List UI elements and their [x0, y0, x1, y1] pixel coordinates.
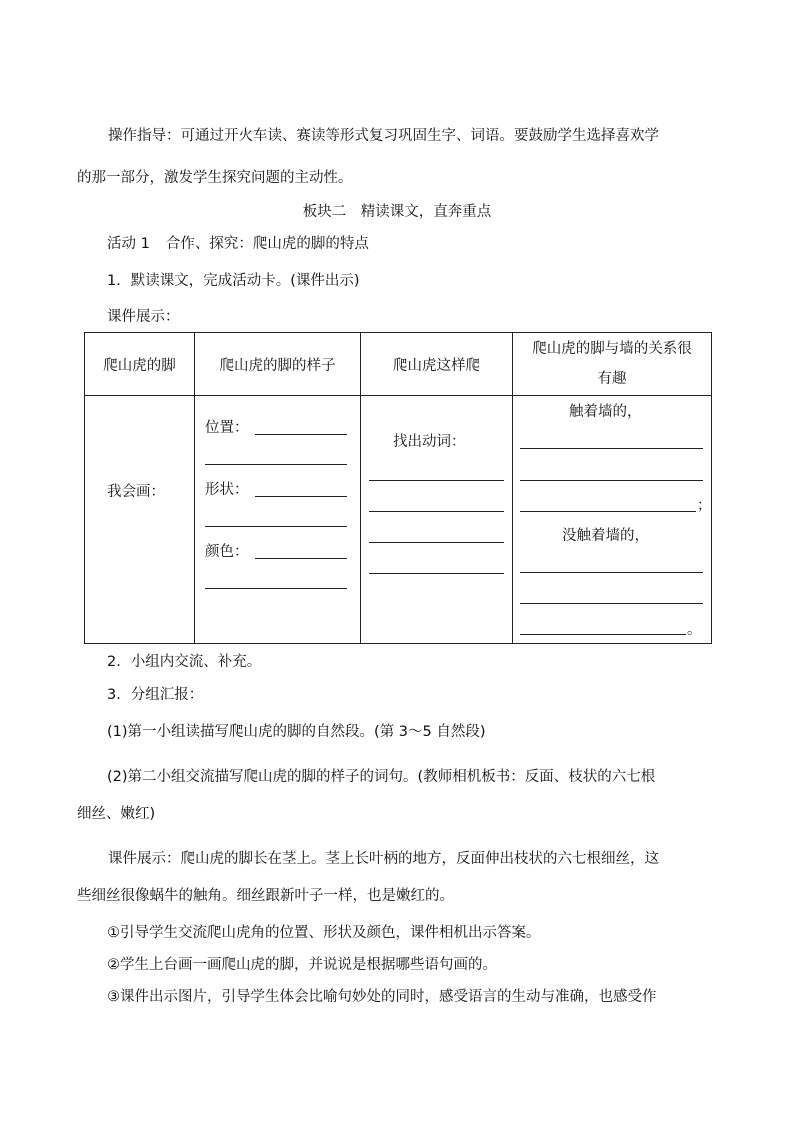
intro-line-1: 操作指导：可通过开火车读、赛读等形式复习巩固生字、词语。要鼓励学生选择喜欢学	[108, 128, 659, 144]
relation-cell	[513, 396, 712, 644]
table-row	[85, 396, 712, 644]
period: 。	[687, 622, 702, 638]
shape-label: 形状：	[205, 482, 249, 498]
intro-line-2: 的那一部分，激发学生探究问题的主动性。	[77, 170, 353, 186]
report-2-line-2: 细丝、嫩红)	[77, 806, 156, 822]
answer-line	[255, 558, 347, 559]
header-cell-relation	[513, 333, 712, 396]
step-2: 2．小组内交流、补充。	[107, 654, 262, 670]
step-3: 3．分组汇报：	[107, 687, 204, 703]
answer-line	[369, 542, 504, 543]
position-label: 位置：	[205, 420, 249, 436]
row-label: 我会画：	[107, 484, 165, 500]
climb-cell	[361, 396, 513, 644]
answer-line	[520, 511, 696, 512]
answer-line	[369, 573, 504, 574]
semicolon: ；	[697, 498, 712, 514]
answer-line	[369, 480, 504, 481]
answer-line	[520, 480, 703, 481]
step-1: 1．默读课文，完成活动卡。(课件出示)	[107, 273, 360, 289]
answer-line	[369, 511, 504, 512]
guide-item-3: ③课件出示图片，引导学生体会比喻句妙处的同时，感受语言的生动与准确，也感受作	[107, 989, 657, 1005]
guide-item-2: ②学生上台画一画爬山虎的脚，并说说是根据哪些语句画的。	[107, 957, 497, 973]
row-label-cell	[85, 396, 195, 644]
answer-line	[205, 588, 347, 589]
answer-line	[520, 448, 703, 449]
header-cell: 爬山虎的脚的样子	[195, 333, 361, 396]
header-relation-line-1: 爬山虎的脚与墙的关系很	[532, 341, 692, 357]
answer-line	[520, 603, 703, 604]
shape-cell	[195, 396, 361, 644]
courseware-label: 课件展示：	[107, 309, 180, 325]
section-title: 板块二 精读课文，直奔重点	[302, 204, 492, 220]
guide-item-1: ①引导学生交流爬山虎角的位置、形状及颜色，课件相机出示答案。	[107, 925, 541, 941]
table-header-row	[85, 333, 712, 396]
report-2-line-1: (2)第二小组交流描写爬山虎的脚的样子的词句。(教师相机板书：反面、枝状的六七根	[107, 769, 656, 785]
courseware-2-line-2: 些细丝很像蜗牛的触角。细丝跟新叶子一样，也是嫩红的。	[77, 888, 454, 904]
answer-line	[205, 464, 347, 465]
header-relation-line-2: 有趣	[597, 371, 627, 387]
answer-line	[255, 496, 347, 497]
answer-line	[255, 434, 347, 435]
activity-card-table	[84, 332, 712, 644]
find-verbs-label: 找出动词：	[393, 434, 466, 450]
activity-label: 活动 1	[107, 236, 150, 252]
answer-line	[205, 526, 347, 527]
not-touching-label: 没触着墙的，	[562, 528, 649, 544]
header-cell: 爬山虎这样爬	[361, 333, 513, 396]
report-1: (1)第一小组读描写爬山虎的脚的自然段。(第 3～5 自然段)	[107, 724, 486, 740]
activity-heading	[107, 234, 369, 254]
color-label: 颜色：	[205, 544, 249, 560]
header-cell: 爬山虎的脚	[85, 333, 195, 396]
activity-title: 合作、探究：爬山虎的脚的特点	[165, 236, 369, 252]
courseware-2-line-1: 课件展示：爬山虎的脚长在茎上。茎上长叶柄的地方，反面伸出枝状的六七根细丝，这	[108, 851, 659, 867]
answer-line	[520, 634, 686, 635]
answer-line	[520, 572, 703, 573]
touching-label: 触着墙的，	[569, 404, 642, 420]
